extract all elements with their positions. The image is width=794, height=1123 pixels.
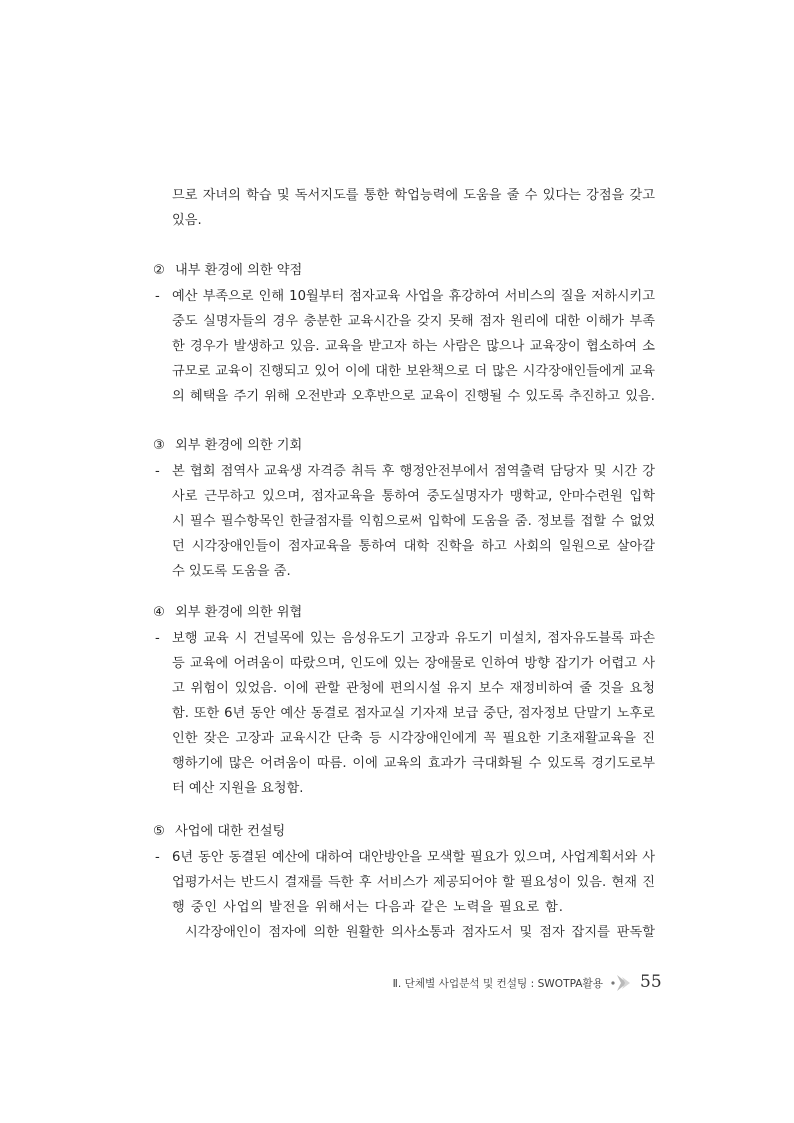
section-number: ③	[153, 438, 165, 453]
footer-section-title: Ⅱ. 단체별 사업분석 및 컨설팅 : SWOTPA활용	[392, 978, 603, 990]
paragraph-line: 6년 동안 동결된 예산에 대하여 대안방안을 모색할 필요가 있으며, 사업계획서와 사	[172, 850, 655, 865]
paragraph-line: 예산 부족으로 인해 10월부터 점자교육 사업을 휴강하여 서비스의 질을 저하시키고	[172, 289, 655, 304]
paragraph-line: 사로 근무하고 있으며, 점자교육을 통하여 중도실명자가 맹학교, 안마수련원 입학	[172, 489, 655, 504]
paragraph-line: 인한 잦은 고장과 교육시간 단축 등 시각장애인에게 꼭 필요한 기초재활교육을 진	[172, 731, 655, 746]
bullet-dash: -	[155, 464, 160, 479]
chevron-right-icon	[609, 972, 633, 994]
paragraph-line: 본 협회 점역사 교육생 자격증 취득 후 행정안전부에서 점역출력 담당자 및 시간 강	[172, 464, 655, 479]
section-heading-weakness	[153, 262, 302, 280]
paragraph-line: 보행 교육 시 건널목에 있는 음성유도기 고장과 유도기 미설치, 점자유도블록 파손	[172, 631, 655, 646]
page-footer	[0, 972, 662, 994]
bullet-dash: -	[155, 850, 160, 865]
paragraph-line: 수 있도록 도움을 줌.	[172, 564, 291, 579]
bullet-dash: -	[155, 289, 160, 304]
paragraph-line: 의 혜택을 주기 위해 오전반과 오후반으로 교육이 진행될 수 있도록 추진하고 있음.	[172, 389, 655, 404]
intro-line-1: 므로 자녀의 학습 및 독서지도를 통한 학업능력에 도움을 줄 수 있다는 강점을 갖고	[172, 188, 655, 203]
paragraph-line: 규모로 교육이 진행되고 있어 이에 대한 보완책으로 더 많은 시각장애인들에게 교육	[172, 364, 655, 379]
paragraph-line: 등 교육에 어려움이 따랐으며, 인도에 있는 장애물로 인하여 방향 잡기가 어렵고 사	[172, 656, 655, 671]
section-heading-consulting	[153, 823, 285, 841]
paragraph-line: 업평가서는 반드시 결재를 득한 후 서비스가 제공되어야 할 필요성이 있음. 현재 진	[172, 875, 655, 890]
section-number: ④	[153, 605, 165, 620]
paragraph-line: 함. 또한 6년 동안 예산 동결로 점자교실 기자재 보급 중단, 점자정보 단말기 노후로	[172, 706, 655, 721]
paragraph-line: 중도 실명자들의 경우 충분한 교육시간을 갖지 못해 점자 원리에 대한 이해가 부족	[172, 314, 655, 329]
intro-line-2: 있음.	[172, 213, 202, 228]
paragraph-line: 터 예산 지원을 요청함.	[172, 781, 304, 796]
paragraph-line: 행하기에 많은 어려움이 따름. 이에 교육의 효과가 극대화될 수 있도록 경기도로부	[172, 756, 655, 771]
paragraph-line: 고 위험이 있었음. 이에 관할 관청에 편의시설 유지 보수 재정비하여 줄 것을 요청	[172, 681, 655, 696]
paragraph-line: 행 중인 사업의 발전을 위해서는 다음과 같은 노력을 필요로 함.	[172, 900, 564, 915]
bullet-dash: -	[155, 631, 160, 646]
paragraph-line: 시각장애인이 점자에 의한 원활한 의사소통과 점자도서 및 점자 잡지를 판독할	[185, 925, 655, 940]
section-heading-threat	[153, 604, 302, 622]
page-number: 55	[640, 972, 662, 992]
section-number: ②	[153, 263, 165, 278]
section-title: 외부 환경에 의한 기회	[175, 438, 303, 453]
paragraph-line: 던 시각장애인들이 점자교육을 통하여 대학 진학을 하고 사회의 일원으로 살아갈	[172, 539, 655, 554]
paragraph-line: 시 필수 필수항목인 한글점자를 익힘으로써 입학에 도움을 줌. 정보를 접할 수 없었	[172, 514, 655, 529]
section-title: 외부 환경에 의한 위협	[175, 605, 303, 620]
section-number: ⑤	[153, 824, 165, 839]
section-heading-opportunity	[153, 437, 302, 455]
section-title: 사업에 대한 컨설팅	[175, 824, 286, 839]
paragraph-line: 한 경우가 발생하고 있음. 교육을 받고자 하는 사람은 많으나 교육장이 협소하여 소	[172, 339, 655, 354]
section-title: 내부 환경에 의한 약점	[175, 263, 303, 278]
